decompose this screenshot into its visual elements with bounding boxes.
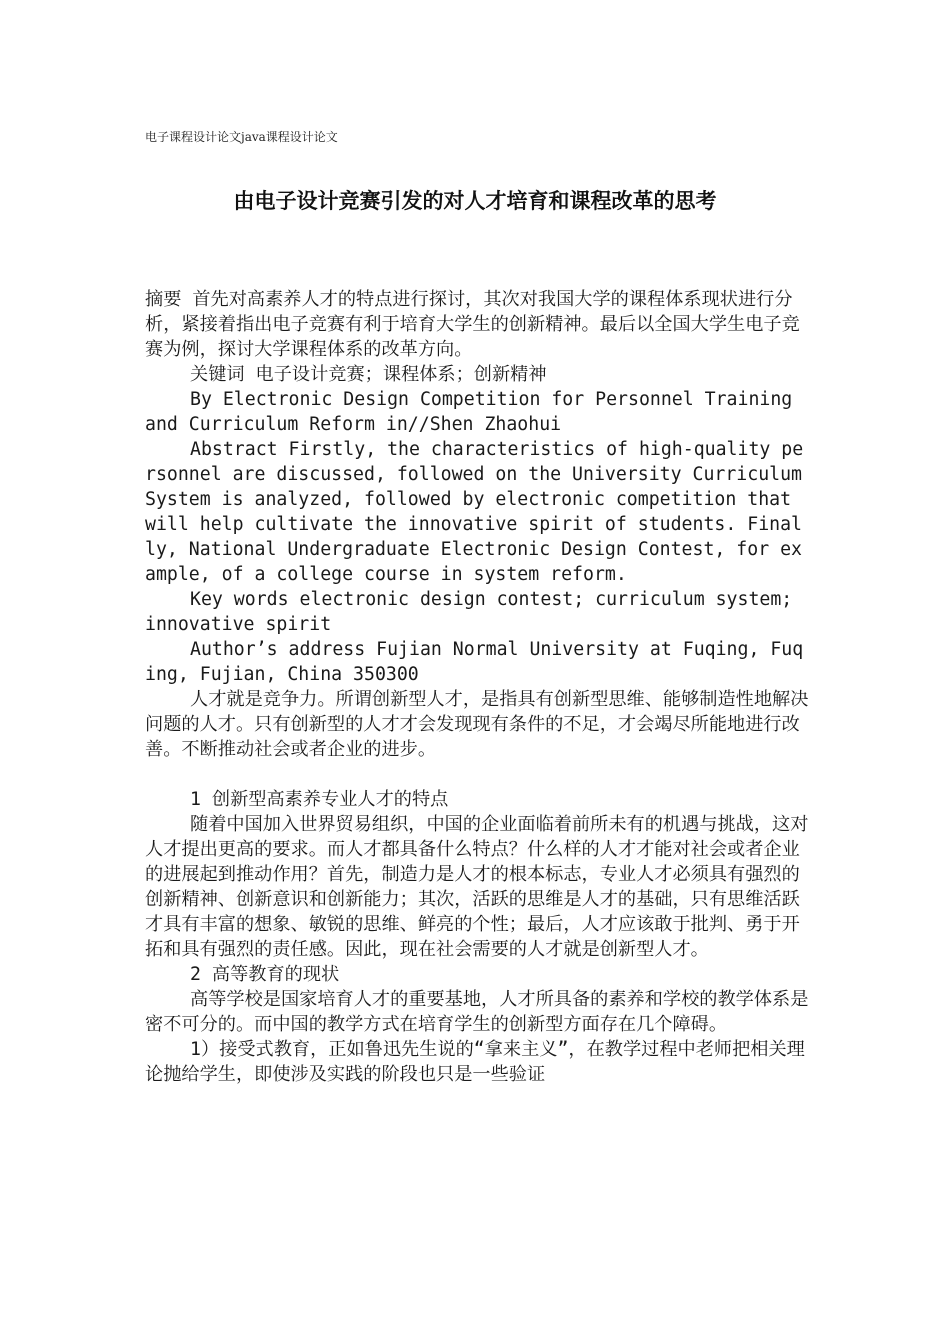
english-title: By Electronic Design Competition for Personnel Training and Curriculum Reform in//Shen Zhaohui [145, 389, 804, 435]
section-2-item-1: 1）接受式教育，正如鲁迅先生说的“拿来主义”，在教学过程中老师把相关理论抛给学生，即使涉及实践的阶段也只是一些验证 [145, 1039, 805, 1085]
author-address: Author’s address Fujian Normal University at Fuqing, Fuqing, Fujian, China 350300 [145, 639, 804, 685]
section-1-heading: 1 创新型高素养专业人才的特点 [190, 789, 449, 810]
page-header: 电子课程设计论文java课程设计论文 [145, 130, 338, 144]
paper-body [145, 287, 813, 1087]
blank-line [145, 762, 810, 787]
abstract-chinese: 摘要 首先对高素养人才的特点进行探讨，其次对我国大学的课程体系现状进行分析，紧接着指出电子竞赛有利于培育大学生的创新精神。最后以全国大学生电子竞赛为例，探讨大学课程体系的改革方向。 [145, 289, 800, 360]
section-2-heading: 2 高等教育的现状 [190, 964, 340, 985]
keywords-chinese: 关键词 电子设计竞赛；课程体系；创新精神 [190, 364, 547, 385]
keywords-english: Key words electronic design contest; curriculum system; innovative spirit [145, 589, 804, 635]
section-1-paragraph: 随着中国加入世界贸易组织，中国的企业面临着前所未有的机遇与挑战，这对人才提出更高的要求。而人才都具备什么特点？什么样的人才才能对社会或者企业的进展起到推动作用？首先，制造力是人才的根本标志，专业人才必须具有强烈的创新精神、创新意识和创新能力；其次，活跃的思维是人才的基础，只有思维活跃才具有丰富的想象、敏锐的思维、鲜亮的个性；最后，人才应该敢于批判、勇于开拓和具有强烈的责任感。因此，现在社会需要的人才就是创新型人才。 [145, 814, 809, 960]
section-2-paragraph: 高等学校是国家培育人才的重要基地，人才所具备的素养和学校的教学体系是密不可分的。而中国的教学方式在培育学生的创新型方面存在几个障碍。 [145, 989, 809, 1035]
abstract-english: Abstract Firstly, the characteristics of high-quality personnel are discussed, followed on the University Curriculum System is analyzed, followed by electronic competition that will help cultivate the innovative spirit of students. Finally, National Undergraduate Electronic Design Contest, for example, of a college course in system reform. [145, 439, 813, 585]
intro-paragraph: 人才就是竞争力。所谓创新型人才，是指具有创新型思维、能够制造性地解决问题的人才。只有创新型的人才才会发现现有条件的不足，才会竭尽所能地进行改善。不断推动社会或者企业的进步。 [145, 689, 809, 760]
paper-title: 由电子设计竞赛引发的对人才培育和课程改革的思考 [233, 189, 717, 213]
